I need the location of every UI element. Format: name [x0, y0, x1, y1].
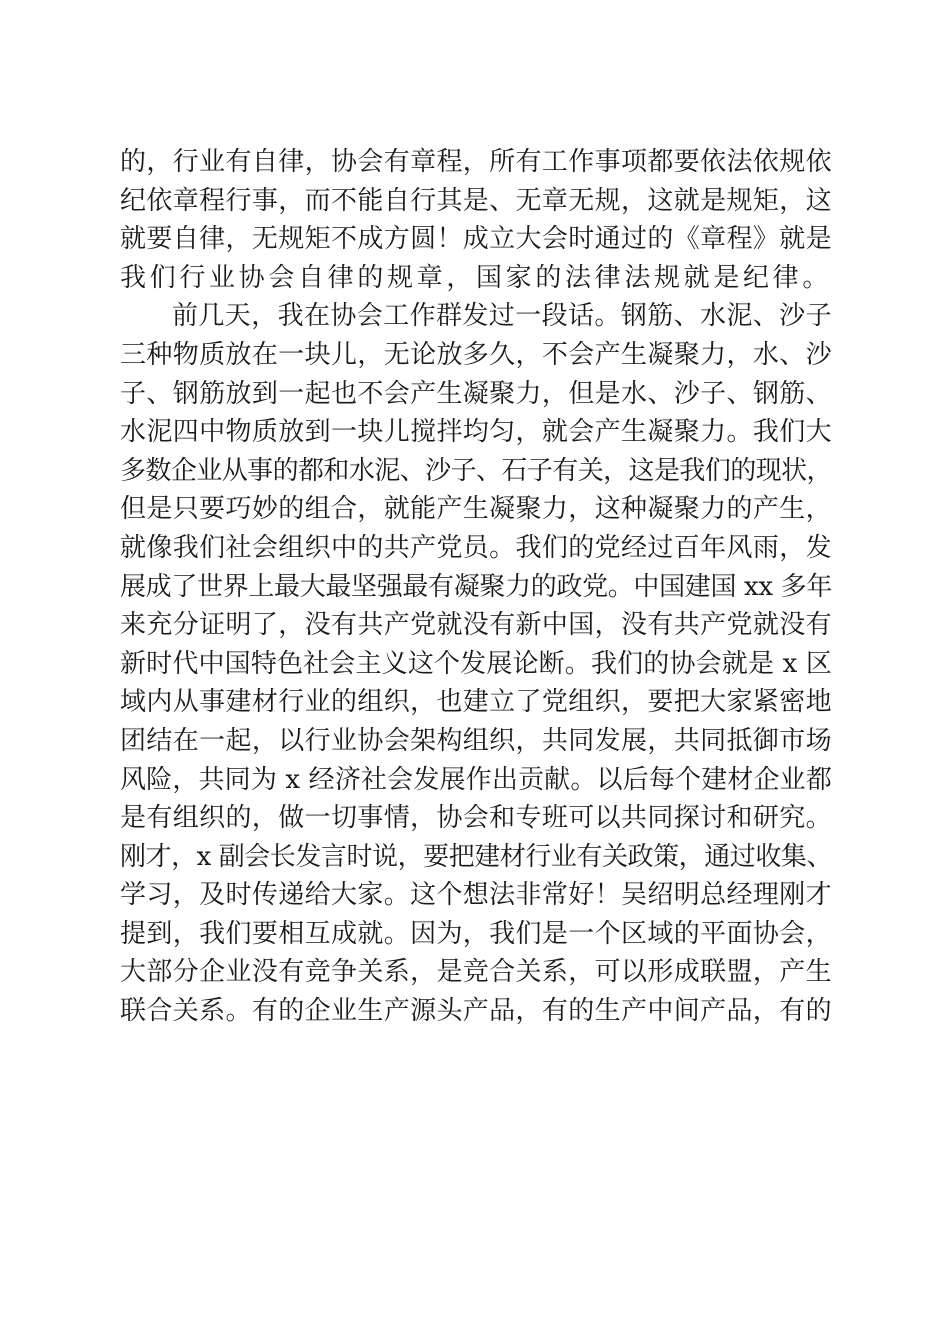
text-line: 的，行业有自律，协会有章程，所有工作事项都要依法依规依 — [120, 147, 832, 177]
text-line: 就像我们社会组织中的共产党员。我们的党经过百年风雨，发 — [120, 532, 832, 563]
text-line: 水泥四中物质放到一块儿搅拌均匀，就会产生凝聚力。我们大 — [120, 417, 832, 448]
text-line: 就要自律，无规矩不成方圆！成立大会时通过的《章程》就是 — [120, 224, 832, 255]
text-line: 但是只要巧妙的组合，就能产生凝聚力，这种凝聚力的产生， — [120, 494, 832, 525]
text-line: 提到，我们要相互成就。因为，我们是一个区域的平面协会， — [120, 918, 832, 949]
text-line: 来充分证明了，没有共产党就没有新中国，没有共产党就没有 — [120, 610, 832, 641]
text-line: 三种物质放在一块儿，无论放多久，不会产生凝聚力，水、沙 — [120, 339, 832, 370]
text-line: 风险，共同为 x 经济社会发展作出贡献。以后每个建材企业都 — [120, 764, 832, 795]
text-line: 是有组织的，做一切事情，协会和专班可以共同探讨和研究。 — [120, 803, 832, 834]
text-line: 大部分企业没有竞争关系，是竞合关系，可以形成联盟，产生 — [120, 957, 832, 988]
text-line: 刚才，x 副会长发言时说，要把建材行业有关政策，通过收集、 — [120, 841, 832, 872]
text-line: 我们行业协会自律的规章，国家的法律法规就是纪律。 — [120, 262, 832, 293]
text-line: 子、钢筋放到一起也不会产生凝聚力，但是水、沙子、钢筋、 — [120, 378, 832, 409]
text-line: 展成了世界上最大最坚强最有凝聚力的政党。中国建国 xx 多年 — [120, 571, 832, 602]
text-line: 多数企业从事的都和水泥、沙子、石子有关，这是我们的现状， — [120, 455, 832, 486]
text-line: 学习，及时传递给大家。这个想法非常好！吴绍明总经理刚才 — [120, 880, 832, 911]
text-line: 团结在一起，以行业协会架构组织，共同发展，共同抵御市场 — [120, 725, 832, 756]
text-line: 联合关系。有的企业生产源头产品，有的生产中间产品，有的 — [120, 996, 832, 1027]
paragraph-start-line: 前几天，我在协会工作群发过一段话。钢筋、水泥、沙子 — [172, 301, 832, 332]
text-line: 域内从事建材行业的组织，也建立了党组织，要把大家紧密地 — [120, 687, 832, 718]
body-text — [120, 143, 832, 1031]
text-line: 纪依章程行事，而不能自行其是、无章无规，这就是规矩，这 — [120, 185, 832, 216]
text-line: 新时代中国特色社会主义这个发展论断。我们的协会就是 x 区 — [120, 648, 832, 679]
